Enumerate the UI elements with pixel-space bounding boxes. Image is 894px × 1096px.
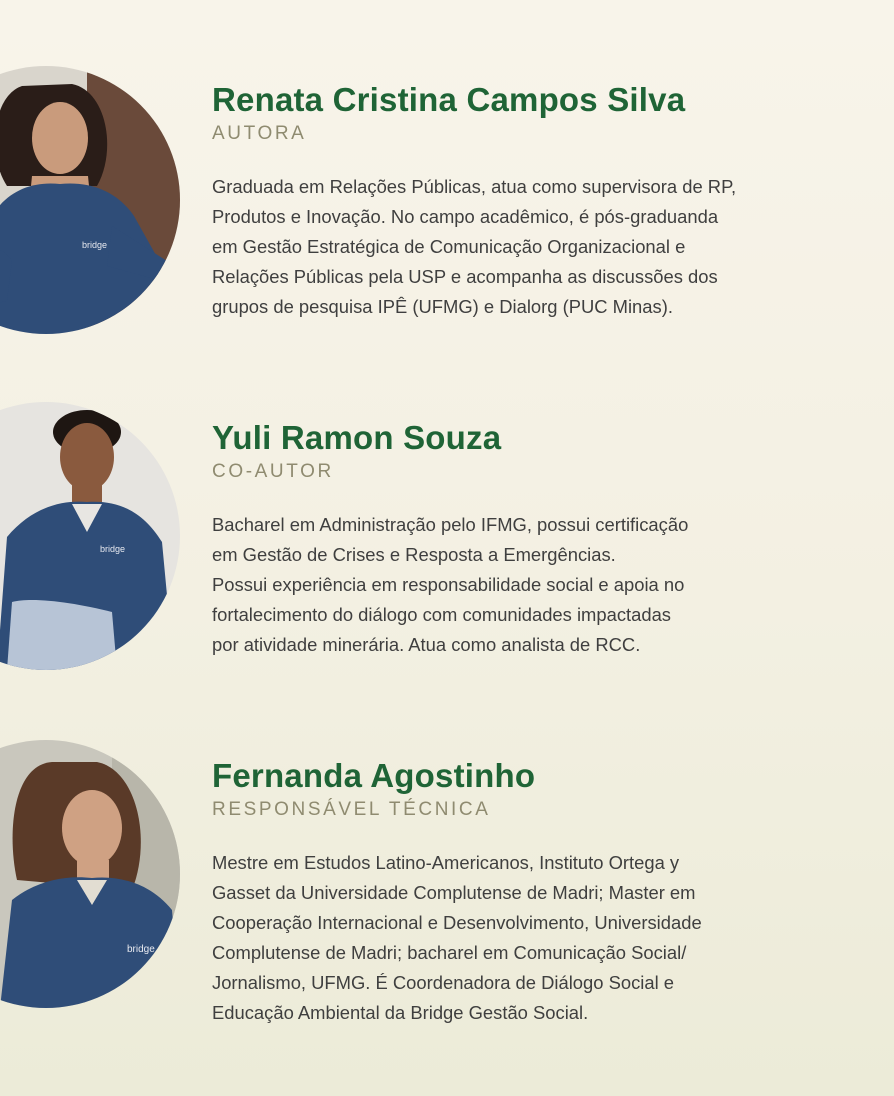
author-info: [212, 80, 854, 322]
portrait-renata-image: [0, 66, 180, 334]
author-photo: [0, 740, 180, 1008]
author-role: RESPONSÁVEL TÉCNICA: [212, 799, 491, 820]
author-role: AUTORA: [212, 123, 307, 144]
bio-line: Graduada em Relações Públicas, atua como supervisora de RP,: [212, 176, 737, 197]
bio-line: por atividade minerária. Atua como analista de RCC.: [212, 634, 641, 655]
author-role: CO-AUTOR: [212, 461, 334, 482]
bio-line: Jornalismo, UFMG. É Coordenadora de Diálogo Social e: [212, 972, 675, 993]
bio-line: grupos de pesquisa IPÊ (UFMG) e Dialorg (PUC Minas).: [212, 296, 673, 317]
author-bio: [212, 172, 854, 322]
bio-line: Produtos e Inovação. No campo acadêmico, é pós-graduanda: [212, 206, 719, 227]
author-info: [212, 756, 854, 1028]
author-name: Yuli Ramon Souza: [212, 419, 502, 456]
shirt-logo: bridge: [127, 944, 155, 955]
author-bio: [212, 510, 854, 660]
shirt-logo: bridge: [82, 240, 108, 250]
author-name: Renata Cristina Campos Silva: [212, 81, 686, 118]
bio-line: Educação Ambiental da Bridge Gestão Social.: [212, 1002, 589, 1023]
bio-line: Bacharel em Administração pelo IFMG, possui certificação: [212, 514, 689, 535]
bio-line: Cooperação Internacional e Desenvolvimento, Universidade: [212, 912, 702, 933]
author-name: Fernanda Agostinho: [212, 757, 536, 794]
bio-line: Mestre em Estudos Latino-Americanos, Instituto Ortega y: [212, 852, 680, 873]
author-bio: [212, 848, 854, 1028]
bio-line: fortalecimento do diálogo com comunidades impactadas: [212, 604, 672, 625]
author-info: [212, 418, 854, 660]
bio-line: Gasset da Universidade Complutense de Madri; Master em: [212, 882, 696, 903]
author-photo: [0, 66, 180, 334]
portrait-yuli-image: [0, 402, 180, 670]
bio-line: Complutense de Madri; bacharel em Comunicação Social/: [212, 942, 687, 963]
bio-line: em Gestão de Crises e Resposta a Emergências.: [212, 544, 616, 565]
bio-line: em Gestão Estratégica de Comunicação Organizacional e: [212, 236, 686, 257]
shirt-logo: bridge: [100, 544, 126, 554]
author-photo: [0, 402, 180, 670]
bio-line: Relações Públicas pela USP e acompanha as discussões dos: [212, 266, 718, 287]
portrait-fernanda-image: [0, 740, 180, 1008]
bio-line: Possui experiência em responsabilidade social e apoia no: [212, 574, 685, 595]
